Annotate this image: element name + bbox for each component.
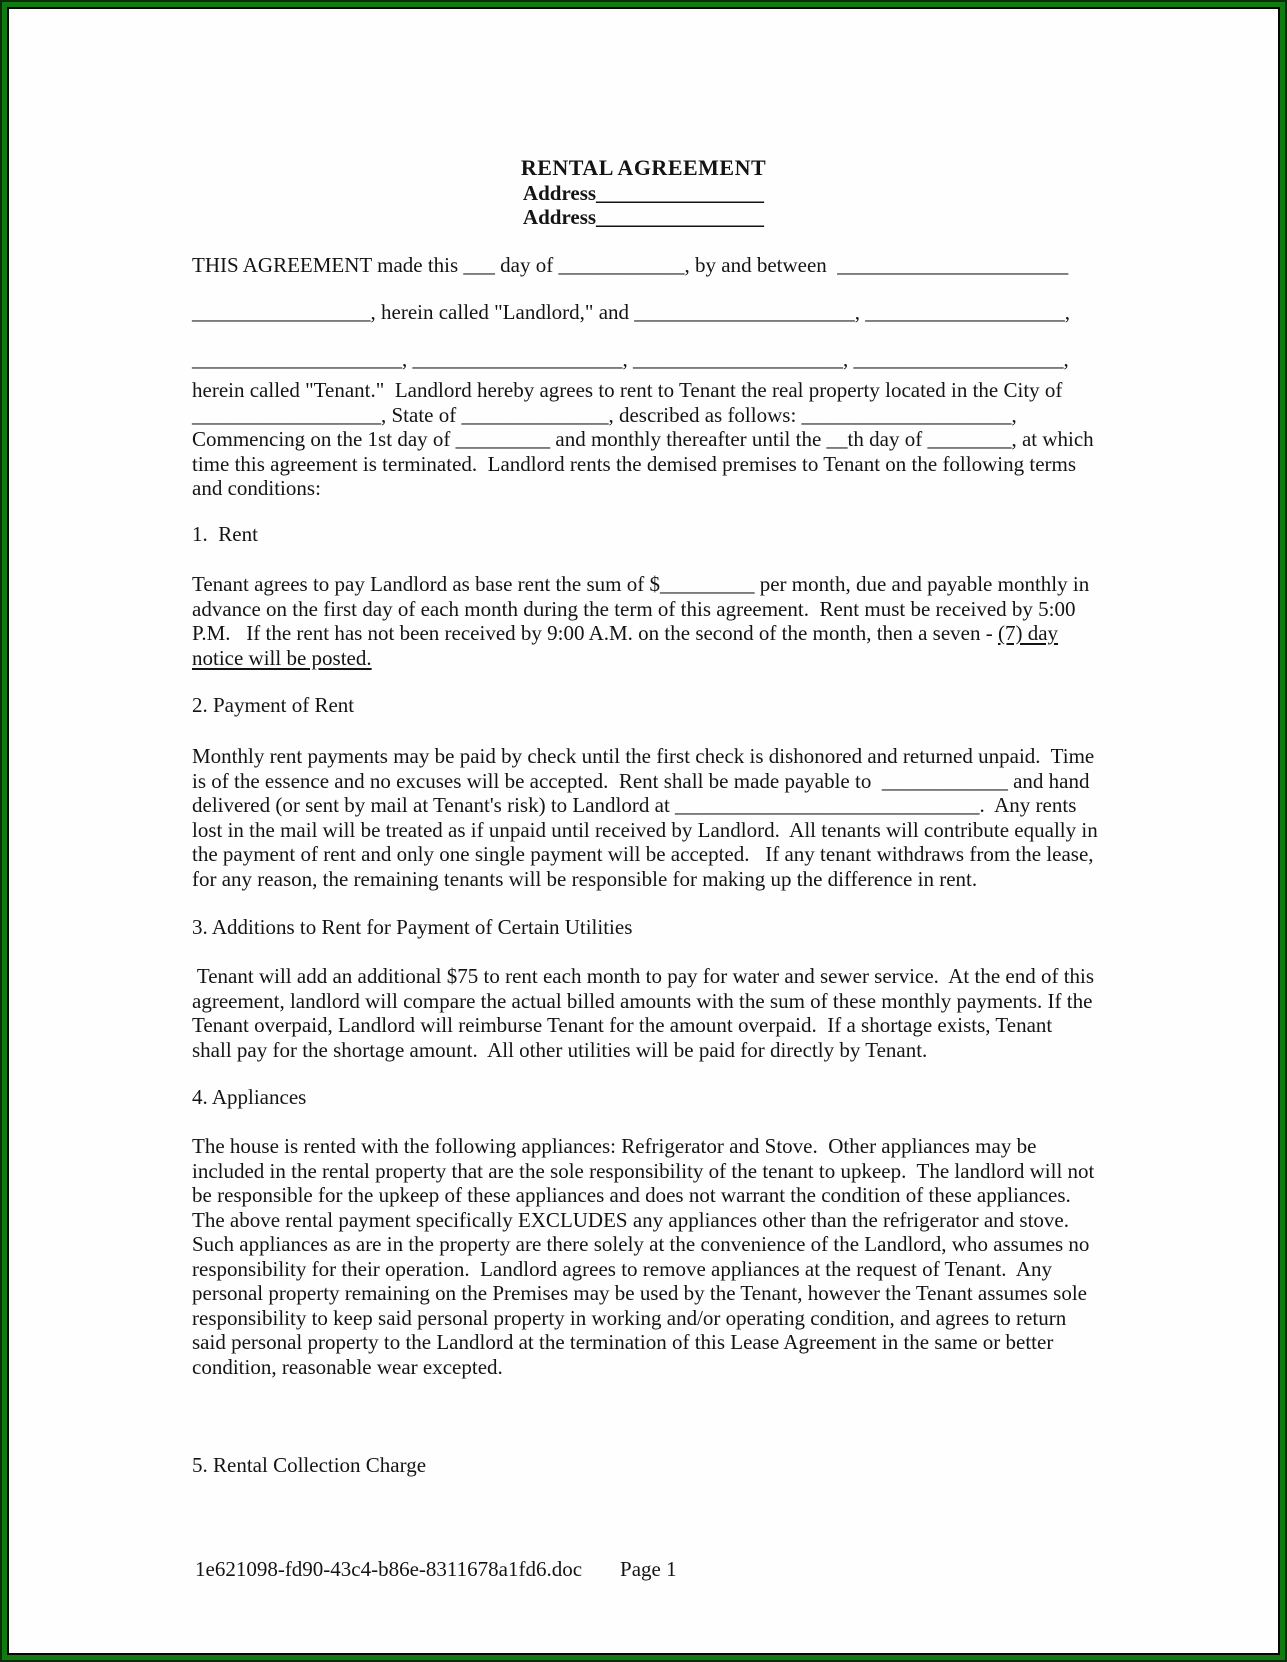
document-header [9,156,1278,230]
section-4-appliances-heading: 4. Appliances [192,1085,307,1109]
page-footer [195,1557,677,1582]
text-line: shall pay for the shortage amount. All other utilities will be paid for directly by Tenant. [192,1037,928,1062]
text-line: the payment of rent and only one single payment will be accepted. If any tenant withdraws from the lease, [192,842,1094,866]
text-line: responsibility to keep said personal property in working and/or operating condition, and agrees to return [192,1305,1067,1330]
text-line: Tenant will add an additional $75 to rent each month to pay for water and sewer service. At the end of this [192,964,1095,988]
text-line: The above rental payment specifically EXCLUDES any appliances other than the refrigerator and stove. [192,1207,1070,1232]
text-line: advance on the first day of each month during the term of this agreement. Rent must be received by 5:00 [192,596,1076,621]
footer-filename: 1e621098-fd90-43c4-b86e-8311678a1fd6.doc [195,1557,583,1581]
section-3-utilities-paragraph [192,964,1094,1062]
footer-page-number: Page 1 [620,1557,677,1581]
address-line-2: Address________________ [522,205,765,229]
document-title: RENTAL AGREEMENT [520,155,767,180]
text-line: for any reason, the remaining tenants will be responsible for making up the difference in rent. [192,866,978,891]
text-line: THIS AGREEMENT made this ___ day of ____________, by and between ______________________ [192,253,1069,277]
text-line: is of the essence and no excuses will be accepted. Rent shall be made payable to ____________ and hand [192,768,1090,793]
text-line: lost in the mail will be treated as if unpaid until received by Landlord. All tenants will contribute equally in [192,817,1098,842]
section-2-payment-paragraph [192,744,1098,891]
text-line: The house is rented with the following appliances: Refrigerator and Stove. Other appliances may be [192,1134,1037,1158]
section-5-collection-charge-heading: 5. Rental Collection Charge [192,1453,427,1477]
text-line: agreement, landlord will compare the actual billed amounts with the sum of these monthly payments. If the [192,988,1093,1013]
text-line: condition, reasonable wear excepted. [192,1354,503,1379]
text-line: Tenant overpaid, Landlord will reimburse Tenant for the amount overpaid. If a shortage exists, Tenant [192,1013,1053,1037]
intro-continuation-paragraph [192,378,1094,501]
text-line: Tenant agrees to pay Landlord as base rent the sum of $_________ per month, due and payable monthly in [192,572,1090,596]
text-line: ____________________, ____________________, ____________________, ____________________, [192,347,1069,371]
address-line-1: Address________________ [522,180,765,205]
text-line: __________________, State of ______________, described as follows: ____________________, [192,402,1017,427]
text-line: Commencing on the 1st day of _________ and monthly thereafter until the __th day of ________, at which [192,427,1094,451]
text-line: said personal property to the Landlord at the termination of this Lease Agreement in the same or better [192,1330,1054,1354]
text-line: personal property remaining on the Premises may be used by the Tenant, however the Tenant assumes sole [192,1281,1087,1305]
text-line: delivered (or sent by mail at Tenant's risk) to Landlord at _____________________________. Any rents [192,793,1077,817]
section-4-appliances-paragraph [192,1134,1094,1379]
text-line: herein called "Tenant." Landlord hereby agrees to rent to Tenant the real property located in the City of [192,378,1063,402]
text-line: Monthly rent payments may be paid by check until the first check is dishonored and returned unpaid. Time [192,744,1095,768]
text-line: and conditions: [192,476,321,500]
section-1-rent-heading: 1. Rent [192,522,258,546]
text-line: included in the rental property that are the sole responsibility of the tenant to upkeep. The landlord will not [192,1158,1095,1183]
intro-opening-paragraph [192,242,1070,383]
text-line: _________________, herein called "Landlord," and _____________________, ___________________, [192,300,1071,324]
text-line: Such appliances as are in the property are there solely at the convenience of the Landlord, who assumes no [192,1232,1090,1256]
text-line: time this agreement is terminated. Landlord rents the demised premises to Tenant on the following terms [192,451,1077,476]
text-line: notice will be posted. [192,645,372,670]
text-line: P.M. If the rent has not been received by 9:00 A.M. on the second of the month, then a seven - (7) day [192,621,1059,645]
text-line: responsibility for their operation. Landlord agrees to remove appliances at the request of Tenant. Any [192,1256,1053,1281]
section-2-payment-heading: 2. Payment of Rent [192,693,355,717]
text-line: be responsible for the upkeep of these appliances and does not warrant the condition of these appliances. [192,1183,1071,1207]
section-1-rent-paragraph [192,572,1089,670]
section-3-utilities-heading: 3. Additions to Rent for Payment of Certain Utilities [192,915,633,939]
